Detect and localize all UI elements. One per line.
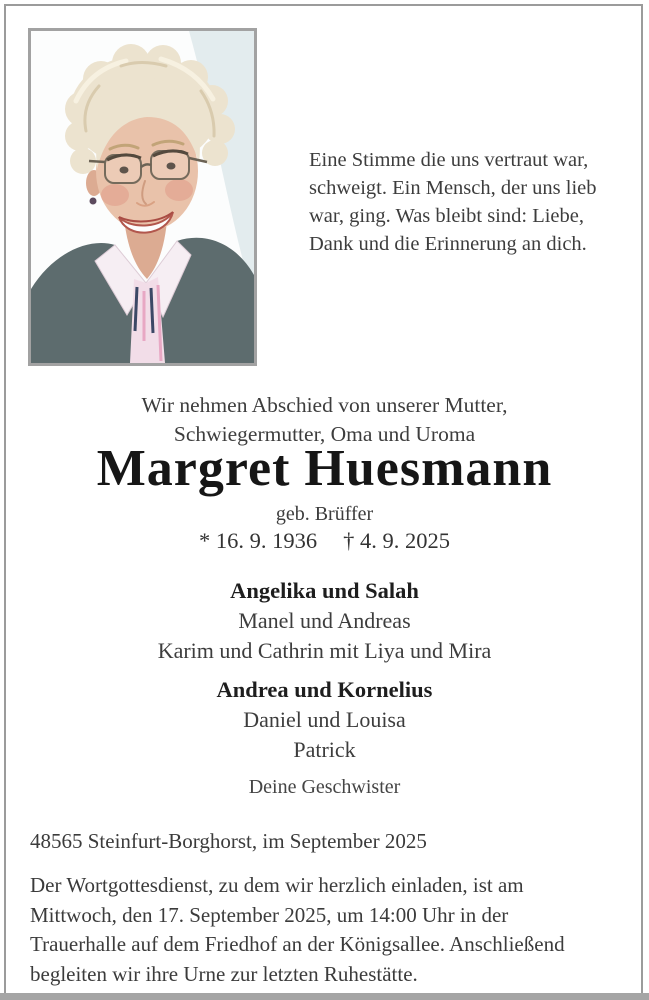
family-line: Andrea und Kornelius bbox=[216, 677, 433, 702]
quote-line: Dank und die Erinnerung an dich. bbox=[309, 233, 587, 255]
service-line: Trauerhalle auf dem Friedhof an der Königsallee. Anschließend bbox=[30, 932, 565, 956]
intro-line: Wir nehmen Abschied von unserer Mutter, bbox=[141, 393, 508, 417]
family-line: Manel und Andreas bbox=[238, 608, 411, 633]
service-line: Mittwoch, den 17. September 2025, um 14:00 Uhr in der bbox=[30, 902, 509, 927]
death-date: † 4. 9. 2025 bbox=[343, 528, 450, 553]
life-dates bbox=[0, 528, 649, 554]
birth-date: * 16. 9. 1936 bbox=[199, 528, 318, 553]
place-dateline: 48565 Steinfurt-Borghorst, im September 2025 bbox=[30, 829, 427, 853]
quote-line: war, ging. Was bleibt sind: Liebe, bbox=[309, 205, 584, 227]
family-line: Angelika und Salah bbox=[230, 578, 419, 603]
earring bbox=[90, 198, 97, 205]
quote-line: Eine Stimme die uns vertraut war, bbox=[309, 149, 589, 171]
family-closing: Deine Geschwister bbox=[248, 776, 401, 798]
service-line: begleiten wir ihre Urne zur letzten Ruhestätte. bbox=[30, 961, 418, 986]
portrait-photo bbox=[28, 28, 257, 366]
service-line: Der Wortgottesdienst, zu dem wir herzlich einladen, ist am bbox=[30, 873, 524, 897]
bottom-edge-strip bbox=[0, 993, 649, 1000]
portrait-illustration bbox=[31, 31, 254, 363]
family-line: Patrick bbox=[293, 737, 356, 762]
deceased-name: Margret Huesmann bbox=[96, 440, 553, 497]
family-line: Daniel und Louisa bbox=[243, 707, 406, 732]
family-group-2 bbox=[0, 675, 649, 765]
quote-line: schweigt. Ein Mensch, der uns lieb bbox=[309, 177, 597, 199]
service-information bbox=[30, 871, 630, 989]
family-line: Karim und Cathrin mit Liya und Mira bbox=[157, 638, 492, 663]
maiden-name: geb. Brüffer bbox=[275, 503, 374, 525]
intro-line: Schwiegermutter, Oma und Uroma bbox=[173, 422, 476, 446]
family-group-1 bbox=[0, 576, 649, 666]
memorial-quote bbox=[309, 146, 639, 258]
